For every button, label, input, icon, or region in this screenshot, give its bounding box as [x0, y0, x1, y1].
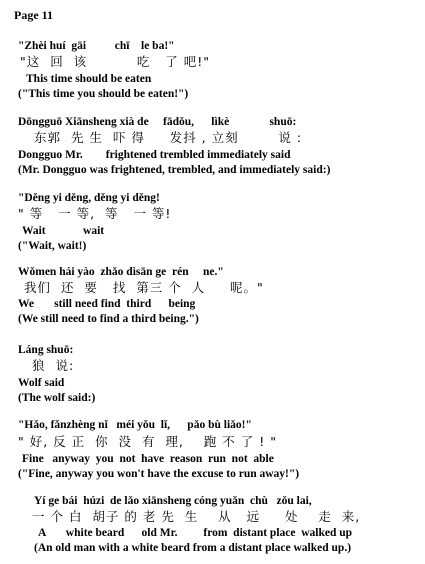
gloss-line: Dongguo Mr. frightened trembled immediately said	[18, 149, 291, 161]
chinese-line: 东郭 先 生 吓 得 发抖 , 立刻 说 :	[34, 130, 303, 145]
translation-line: (We still need to find a third being.")	[18, 313, 199, 325]
pinyin-line: Láng shuō:	[18, 344, 74, 356]
chinese-line: 我们 还 要 找 第三 个 人 呢。"	[24, 280, 264, 295]
pinyin-line: "Hǎo, fǎnzhèng nǐ méi yǒu lǐ, pǎo bù liǎo!"	[18, 419, 252, 431]
gloss-line: Wait wait	[22, 225, 105, 237]
page-number: Page 11	[14, 8, 53, 22]
gloss-line: This time should be eaten	[26, 73, 152, 85]
gloss-line: We still need find third being	[18, 298, 196, 310]
pinyin-line: Dōngguō Xiānsheng xià de fādǒu, lìkè shuō:	[18, 116, 297, 128]
pinyin-line: "Děng yi děng, děng yi děng!	[18, 192, 160, 204]
translation-line: (Mr. Dongguo was frightened, trembled, and immediately said:)	[18, 164, 331, 176]
translation-line: (The wolf said:)	[18, 392, 96, 404]
chinese-line: 一 个 白 胡子 的 老 先 生 从 远 处 走 来,	[32, 509, 361, 524]
chinese-line: " 好, 反 正 你 没 有 理, 跑 不 了 ! "	[18, 434, 277, 449]
pinyin-line: Yí ge bái húzi de lǎo xiānsheng cóng yuǎn chù zǒu lai,	[34, 495, 312, 507]
translation-line: ("Wait, wait!)	[18, 240, 87, 252]
translation-line: ("Fine, anyway you won't have the excuse to run away!")	[18, 468, 300, 480]
chinese-line: 狼 说:	[32, 358, 75, 373]
gloss-line: Fine anyway you not have reason run not able	[22, 453, 274, 465]
chinese-line: "这 回 该 吃 了 吧!"	[20, 54, 211, 69]
gloss-line: Wolf said	[18, 377, 65, 389]
gloss-line: A white beard old Mr. from distant place walked up	[38, 527, 353, 539]
translation-line: (An old man with a white beard from a distant place walked up.)	[34, 542, 352, 554]
pinyin-line: "Zhèi huí gāi chī le ba!"	[18, 40, 175, 52]
pinyin-line: Wǒmen hái yào zhǎo dìsān ge rén ne."	[18, 266, 224, 278]
chinese-line: " 等 一 等, 等 一 等!	[18, 206, 172, 221]
translation-line: ("This time you should be eaten!")	[18, 88, 189, 100]
